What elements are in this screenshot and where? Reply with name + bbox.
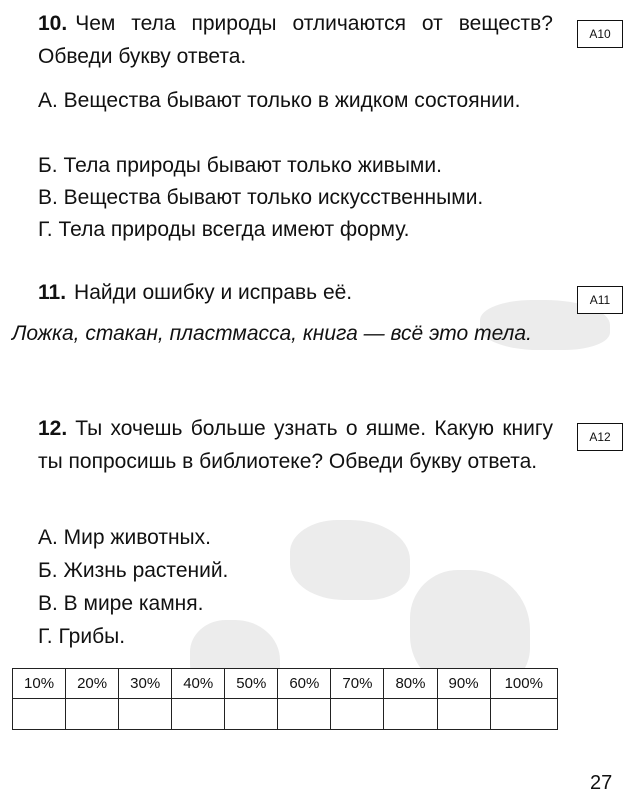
fill-cell[interactable] bbox=[172, 699, 225, 730]
badge-a12: A12 bbox=[577, 423, 623, 451]
answer-option[interactable]: Г. Грибы. bbox=[38, 625, 126, 648]
scale-cell: 50% bbox=[225, 669, 278, 699]
scale-fill-row[interactable] bbox=[13, 699, 558, 730]
answer-option[interactable]: В. Вещества бывают только искусственными. bbox=[38, 186, 484, 209]
scale-cell: 10% bbox=[13, 669, 66, 699]
question-text: Найди ошибку и исправь её. bbox=[74, 281, 353, 304]
scale-header-row bbox=[13, 669, 558, 699]
fill-cell[interactable] bbox=[331, 699, 384, 730]
question-text: Чем тела природы отличаются от веществ? Обведи букву ответа. bbox=[38, 12, 553, 68]
scale-cell: 40% bbox=[172, 669, 225, 699]
fill-cell[interactable] bbox=[119, 699, 172, 730]
fill-cell[interactable] bbox=[225, 699, 278, 730]
scale-cell: 20% bbox=[66, 669, 119, 699]
scale-cell: 70% bbox=[331, 669, 384, 699]
scale-cell: 100% bbox=[490, 669, 557, 699]
question-number: 11. bbox=[38, 281, 67, 304]
question-text: Ты хочешь больше узнать о яшме. Какую книгу ты попросишь в библиотеке? Обведи букву ответа. bbox=[38, 417, 553, 473]
answer-option[interactable]: А. Мир животных. bbox=[38, 526, 211, 549]
fill-cell[interactable] bbox=[66, 699, 119, 730]
scale-cell: 80% bbox=[384, 669, 437, 699]
page-number: 27 bbox=[590, 772, 613, 794]
answer-option[interactable]: Г. Тела природы всегда имеют форму. bbox=[38, 218, 410, 241]
scale-cell: 30% bbox=[119, 669, 172, 699]
question-number: 10. bbox=[38, 12, 68, 35]
fill-cell[interactable] bbox=[384, 699, 437, 730]
progress-scale-table bbox=[12, 668, 558, 730]
question-11 bbox=[38, 276, 553, 309]
answer-option[interactable]: А. Вещества бывают только в жидком состоянии. bbox=[38, 89, 521, 112]
scale-cell: 90% bbox=[437, 669, 490, 699]
scale-cell: 60% bbox=[278, 669, 331, 699]
fill-cell[interactable] bbox=[13, 699, 66, 730]
fill-cell[interactable] bbox=[437, 699, 490, 730]
answer-option[interactable]: В. В мире камня. bbox=[38, 592, 204, 615]
question-10 bbox=[38, 7, 553, 73]
badge-a10: A10 bbox=[577, 20, 623, 48]
fill-cell[interactable] bbox=[278, 699, 331, 730]
statement-text[interactable]: Ложка, стакан, пластмасса, книга — всё это тела. bbox=[12, 322, 532, 345]
question-number: 12. bbox=[38, 417, 68, 440]
question-12 bbox=[38, 412, 553, 478]
answer-option[interactable]: Б. Тела природы бывают только живыми. bbox=[38, 154, 442, 177]
answer-option[interactable]: Б. Жизнь растений. bbox=[38, 559, 229, 582]
badge-a11: A11 bbox=[577, 286, 623, 314]
fill-cell[interactable] bbox=[490, 699, 557, 730]
